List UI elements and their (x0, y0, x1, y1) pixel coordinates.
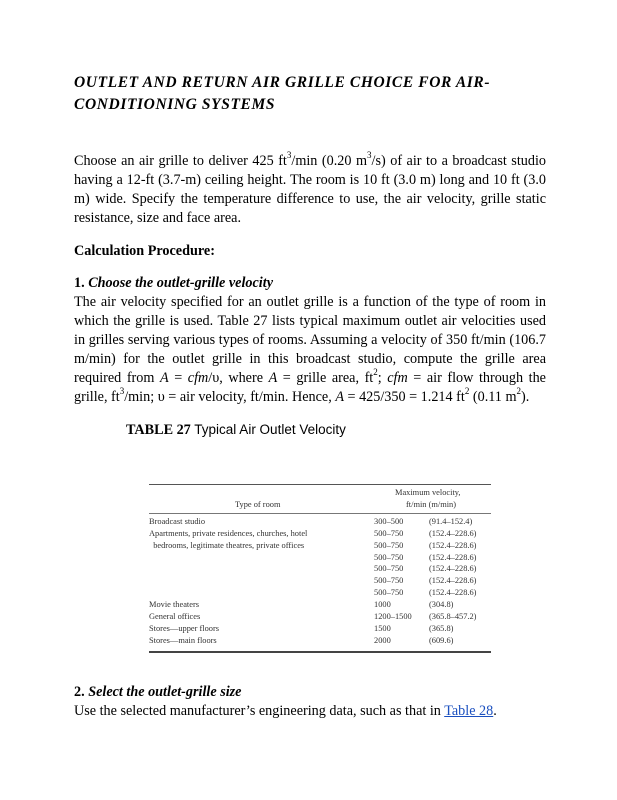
cell-velocity-ftmin: 500–750 (374, 552, 404, 562)
table-caption (126, 420, 546, 440)
superscript: 2 (373, 367, 378, 378)
cell-velocity-mmin: (609.6) (429, 635, 454, 645)
text-run: = (168, 370, 188, 386)
table-row (149, 564, 491, 576)
step-number: 1. (74, 275, 85, 291)
table-row (149, 553, 491, 565)
text-run: ). (520, 389, 530, 405)
cell-velocity-ftmin: 1200–1500 (374, 611, 412, 621)
cell-room-type: Movie theaters (149, 599, 200, 609)
superscript: 2 (516, 386, 521, 397)
cell-velocity-mmin: (304.8) (429, 599, 454, 609)
cell-velocity-ftmin: 300–500 (374, 517, 404, 526)
superscript: 2 (464, 386, 470, 397)
table-caption-text: Typical Air Outlet Velocity (190, 422, 346, 437)
step1-paragraph (74, 293, 546, 407)
text-run: The air velocity specified for an outlet grille is a function of the type of room in which the grille is used. Table 27 lists typical maximum outlet air velocities used in grilles serving various types of rooms. Assuming a velocity of 350 ft/min (106.7 m/min) for the outlet grille in this broadcast studio, compute the grille area required from (74, 294, 546, 386)
variable: A (335, 389, 344, 405)
text-run: = air flow through the grille, ft (74, 370, 546, 405)
cell-velocity-mmin: (152.4–228.6) (429, 576, 477, 586)
cell-room-type: Apartments, private residences, churches, hotel (149, 528, 308, 538)
cell-velocity-mmin: (365.8–457.2) (429, 611, 477, 621)
cell-velocity-mmin: (91.4–152.4) (429, 517, 473, 526)
cell-velocity-mmin: (152.4–228.6) (429, 564, 477, 574)
intro-paragraph (74, 152, 546, 228)
cell-velocity-ftmin: 500–750 (374, 588, 404, 598)
superscript: 3 (286, 150, 292, 161)
text-run: ; (377, 370, 388, 386)
cell-room-type: General offices (149, 611, 201, 621)
cell-velocity-mmin: (152.4–228.6) (429, 552, 477, 562)
table-row (149, 576, 491, 588)
intro-text-2: /min (0.20 m (291, 153, 368, 169)
cell-velocity-mmin: (152.4–228.6) (429, 588, 477, 598)
cell-velocity-mmin: (365.8) (429, 623, 454, 633)
cell-room-type: Broadcast studio (149, 517, 206, 526)
step-title: Select the outlet-grille size (88, 684, 242, 700)
table-rule-top (149, 484, 491, 485)
table-row (149, 529, 491, 541)
table-row (149, 600, 491, 612)
text-run: /υ, where (208, 370, 269, 386)
cell-velocity-ftmin: 500–750 (374, 576, 404, 586)
variable: cfm (387, 370, 408, 386)
cell-velocity-ftmin: 2000 (374, 635, 391, 645)
table-label: TABLE 27 (126, 422, 191, 438)
table-28-link[interactable]: Table 28 (444, 703, 494, 719)
step1-heading (74, 274, 546, 293)
step2-heading (74, 683, 546, 702)
document-body (74, 72, 546, 440)
cell-room-type: Stores—upper floors (149, 623, 220, 633)
text-run: /min; υ = air velocity, ft/min. Hence, (124, 389, 336, 405)
step2-section (74, 683, 546, 721)
cell-room-type: Stores—main floors (149, 635, 217, 645)
variable: A (159, 370, 169, 386)
intro-text-3: /s) of air to a broadcast studio having a 12-ft (3.7-m) ceiling height. The room is 10 ft (3.0 m) long and 10 ft (3.0 m) wide. Specify the temperature difference to use, the air velocity, grille static resistance, size and face area. (74, 153, 546, 226)
text-run: = grille area, ft (277, 370, 374, 386)
text-run: (0.11 m (469, 389, 517, 405)
cell-velocity-mmin: (152.4–228.6) (429, 528, 477, 538)
text-run: Use the selected manufacturer’s engineering data, such as that in (74, 703, 445, 719)
header-velocity-line1: Maximum velocity, (395, 488, 461, 497)
superscript: 3 (119, 386, 125, 397)
cell-velocity-ftmin: 1500 (374, 623, 391, 633)
intro-text-1: Choose an air grille to deliver 425 ft (74, 153, 287, 169)
table-rule-mid (149, 513, 491, 514)
cell-velocity-ftmin: 500–750 (374, 564, 404, 574)
variable: cfm (187, 370, 209, 386)
step2-paragraph (74, 702, 546, 721)
header-velocity-line2: ft/min (m/min) (406, 500, 457, 509)
table-row (149, 612, 491, 624)
page-title: OUTLET AND RETURN AIR GRILLE CHOICE FOR AIR-CONDITIONING SYSTEMS (74, 74, 491, 113)
header-room-type: Type of room (235, 500, 281, 509)
table-row (149, 517, 491, 529)
calculation-heading: Calculation Procedure: (74, 243, 215, 259)
step-title: Choose the outlet-grille velocity (88, 275, 273, 291)
cell-velocity-ftmin: 1000 (374, 599, 391, 609)
variable: A (268, 370, 278, 386)
table-row (149, 588, 491, 600)
superscript: 3 (367, 150, 372, 161)
cell-velocity-mmin: (152.4–228.6) (429, 540, 477, 550)
table-row (149, 624, 491, 636)
cell-velocity-ftmin: 500–750 (374, 528, 404, 538)
step-number: 2. (74, 684, 85, 700)
text-run: = 425/350 = 1.214 ft (343, 389, 465, 405)
text-run: . (493, 703, 497, 719)
table-row (149, 541, 491, 553)
table-rule-bottom (149, 651, 491, 653)
cell-room-type: bedrooms, legitimate theatres, private offices (149, 540, 305, 550)
cell-velocity-ftmin: 500–750 (374, 540, 404, 550)
table-row (149, 636, 491, 648)
